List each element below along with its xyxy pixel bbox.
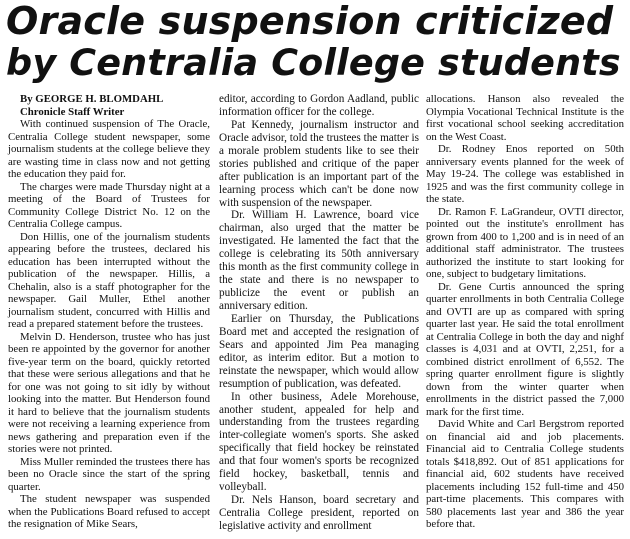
paragraph: The student newspaper was suspended when the Publications Board refused to accept the resignation of Mike Sears, bbox=[8, 493, 210, 530]
paragraph: In other business, Adele Morehouse, another student, appealed for help and understanding from the trustees regarding inter-collegiate women's sports. She asked specifically that field hockey be reinstated and that four women's sports be recognized field hockey, basketball, tennis and volleyball. bbox=[219, 390, 419, 494]
article-column-1 bbox=[8, 93, 210, 531]
byline-author: By GEORGE H. BLOMDAHL bbox=[20, 93, 164, 105]
paragraph: David White and Carl Bergstrom reported on financial aid and job placements. Financial aid to Centralia College students totals $418,892. Out of 851 applications for financial aid, 602 students have received placements including 152 full-time and 450 part-time placements. This compares with 580 placements last year and 386 the year before that. bbox=[426, 418, 624, 530]
article-column-3 bbox=[426, 93, 624, 531]
paragraph: Dr. Gene Curtis announced the spring quarter enrollments in both Centralia College and OVTI are up as compared with spring quarter last year. He said the total enrollment at Centralia College in both the day and nighf classes is 4,031 and at OVTI, 2,251, for a combined district enrollment of 6,552. The spring quarter enrollment figure is slightly down from the winter quarter when enrollments in the district passed the 7,000 mark for the first time. bbox=[426, 280, 624, 418]
byline-title: Chronicle Staff Writer bbox=[20, 105, 125, 118]
paragraph: Dr. Nels Hanson, board secretary and Centralia College president, reported on legislative activity and enrollment bbox=[219, 494, 419, 532]
paragraph: Dr. Ramon F. LaGrandeur, OVTI director, pointed out the institute's enrollment has grown from 400 to 1,200 and is in need of an additional staff administrator. The trustees authorized the institute to start looking for one, subject to budgetary limitations. bbox=[426, 205, 624, 280]
paragraph: editor, according to Gordon Aadland, public information officer for the college. bbox=[219, 93, 419, 118]
article-column-2 bbox=[219, 93, 419, 533]
paragraph: allocations. Hanson also revealed the Olympia Vocational Technical Institute is the first vocational school seeking accreditation on the West Coast. bbox=[426, 93, 624, 143]
paragraph: Pat Kennedy, journalism instructor and Oracle advisor, told the trustees the matter is a morale problem students like to see their stories published and critique of the paper after publication is an important part of the learning process which can't be done now with suspension of the newspaper. bbox=[219, 118, 419, 209]
headline bbox=[6, 0, 624, 84]
paragraph: Melvin D. Henderson, trustee who has just been re appointed by the governor for another five-year term on the board, quickly retorted that these were serious allegations and that he for one was not going to sit idly by without looking into the matter. But Henderson found it hard to believe that the journalism students were not receiving a learning experience from news gathering and preparation even if the stories were not printed. bbox=[8, 330, 210, 455]
headline-line-1: Oracle suspension criticized bbox=[6, 0, 614, 43]
paragraph: Dr. Rodney Enos reported on 50th anniversary events planned for the week of May 19-24. The college was established in 1925 and was the first community college in the state. bbox=[426, 143, 624, 205]
paragraph: With continued suspension of The Oracle, Centralia College student newspaper, some journalism students at the college believe they are wasting time in class now and not getting the education they paid for. bbox=[8, 118, 210, 180]
headline-line-2: by Centralia College students bbox=[6, 41, 621, 84]
paragraph: Earlier on Thursday, the Publications Board met and accepted the resignation of Sears and appointed Jim Pea managing editor, as interim editor. But a motion to reinstate the newspaper, which would allow resumption of publication, was defeated. bbox=[219, 312, 419, 390]
paragraph: Dr. William H. Lawrence, board vice chairman, also urged that the matter be investigated. He lamented the fact that the college is celebrating its 50th anniversary this month as the first community college in the state and there is no newspaper to publicize the event or publish an anniversary edition. bbox=[219, 209, 419, 312]
paragraph: Don Hillis, one of the journalism students appearing before the trustees, declared his education has been interrupted without the publication of the newspaper. Hillis, a Chehalin, also is a staff photographer for the newspaper. Gail Muller, Ethel another journalism student, concurred with Hillis and read a prepared statement before the trustees. bbox=[8, 230, 210, 330]
paragraph: Miss Muller reminded the trustees there has been no Oracle since the start of the spring quarter. bbox=[8, 455, 210, 493]
paragraph: The charges were made Thursday night at a meeting of the Board of Trustees for Community College District No. 12 on the Centralia College campus. bbox=[8, 180, 210, 230]
